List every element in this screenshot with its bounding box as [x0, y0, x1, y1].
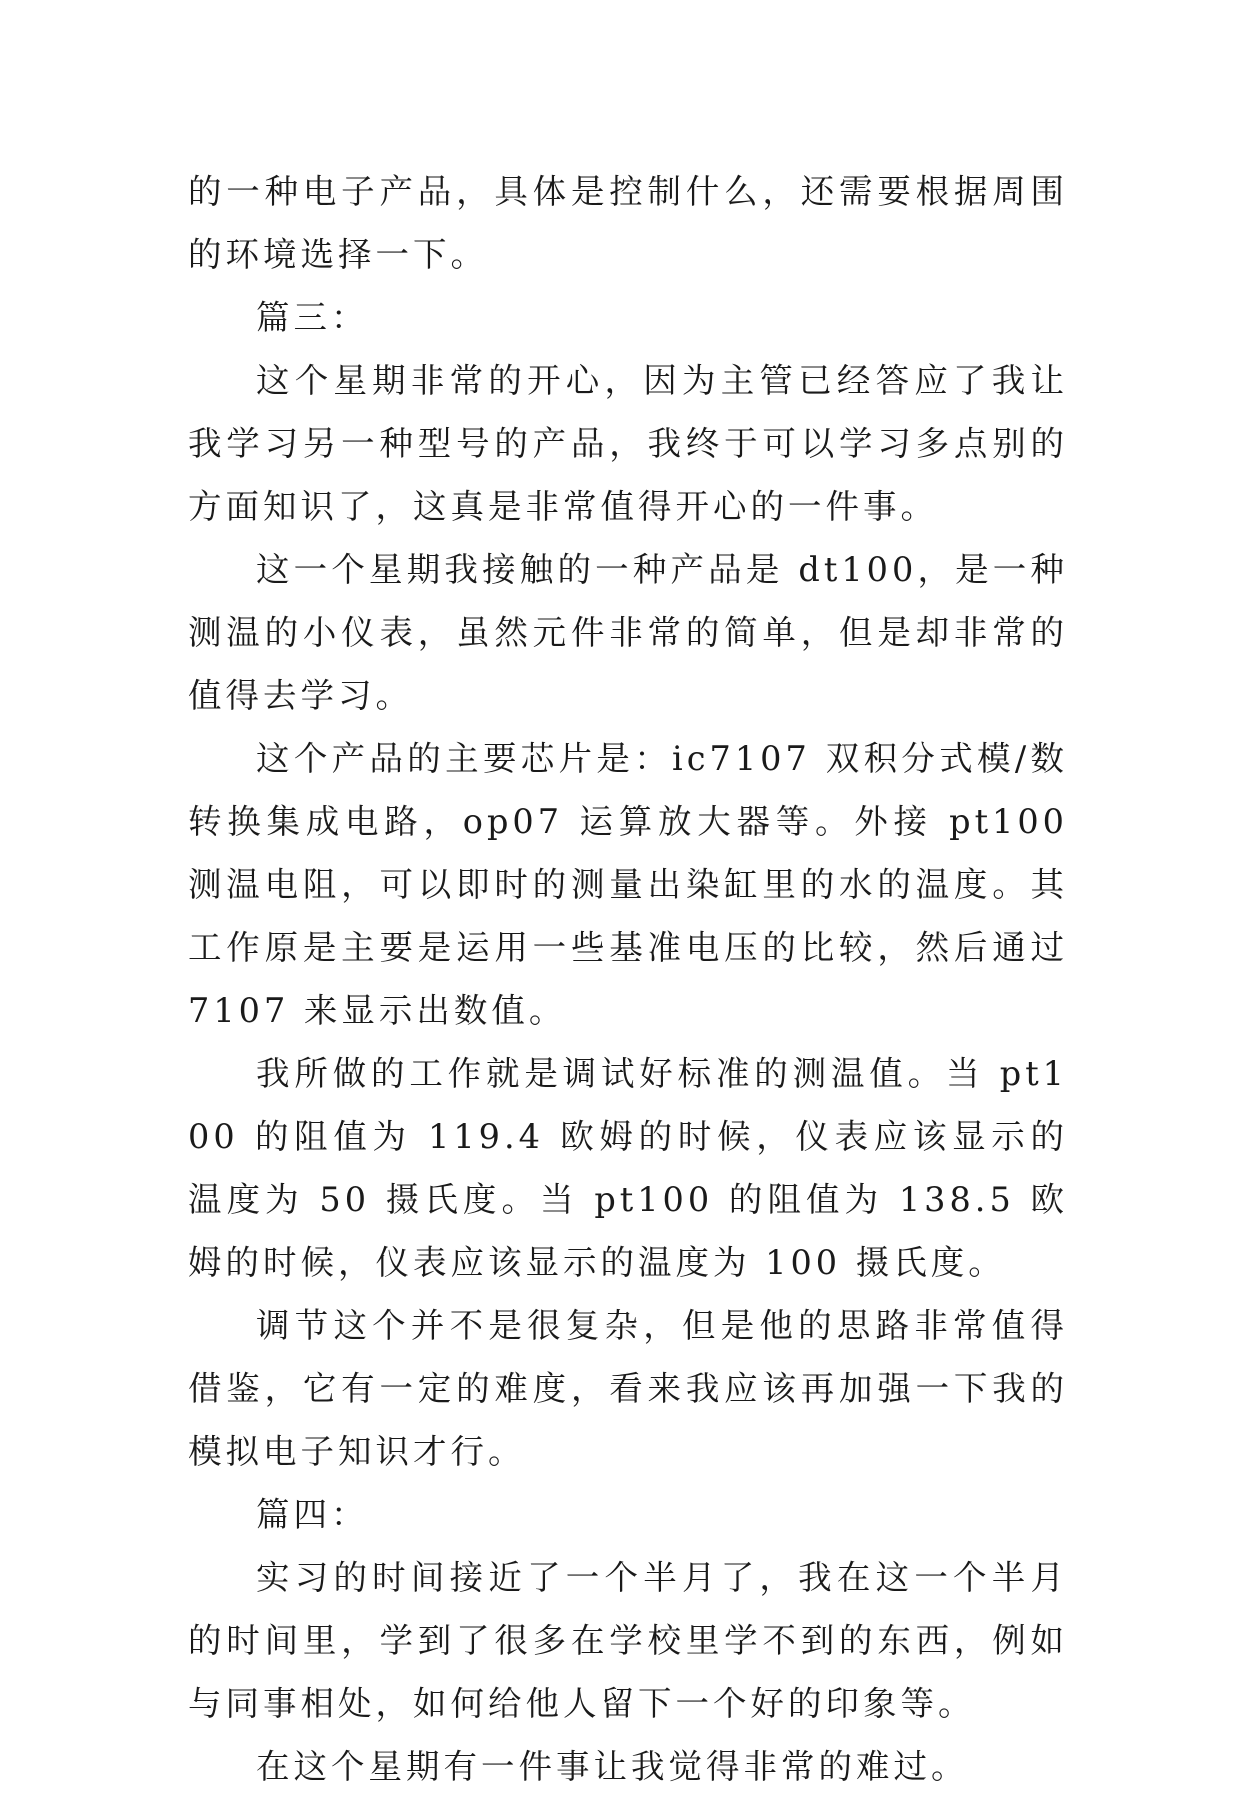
paragraph: 这个星期非常的开心，因为主管已经答应了我让我学习另一种型号的产品，我终于可以学习多点别的方面知识了，这真是非常值得开心的一件事。	[188, 361, 1068, 526]
paragraph: 我所做的工作就是调试好标准的测温值。当 pt100 的阻值为 119.4 欧姆的时候，仪表应该显示的温度为 50 摄氏度。当 pt100 的阻值为 138.5 欧姆的时候，仪表应该显示的温度为 100 摄氏度。	[188, 1054, 1068, 1282]
paragraph-continuation: 的一种电子产品，具体是控制什么，还需要根据周围的环境选择一下。	[188, 172, 1068, 274]
section-heading-part-four: 篇四：	[256, 1495, 369, 1534]
document-body	[188, 160, 1068, 1798]
paragraph: 实习的时间接近了一个半月了，我在这一个半月的时间里，学到了很多在学校里学不到的东西，例如与同事相处，如何给他人留下一个好的印象等。	[188, 1558, 1068, 1723]
paragraph: 这个产品的主要芯片是：ic7107 双积分式模/数转换集成电路，op07 运算放大器等。外接 pt100 测温电阻，可以即时的测量出染缸里的水的温度。其工作原是主要是运用一些基准电压的比较，然后通过 7107 来显示出数值。	[188, 739, 1068, 1030]
paragraph: 这一个星期我接触的一种产品是 dt100，是一种测温的小仪表，虽然元件非常的简单，但是却非常的值得去学习。	[188, 550, 1068, 715]
paragraph: 调节这个并不是很复杂，但是他的思路非常值得借鉴，它有一定的难度，看来我应该再加强一下我的模拟电子知识才行。	[188, 1306, 1068, 1471]
paragraph: 在这个星期有一件事让我觉得非常的难过。	[256, 1747, 969, 1786]
section-heading-part-three: 篇三：	[256, 298, 369, 337]
